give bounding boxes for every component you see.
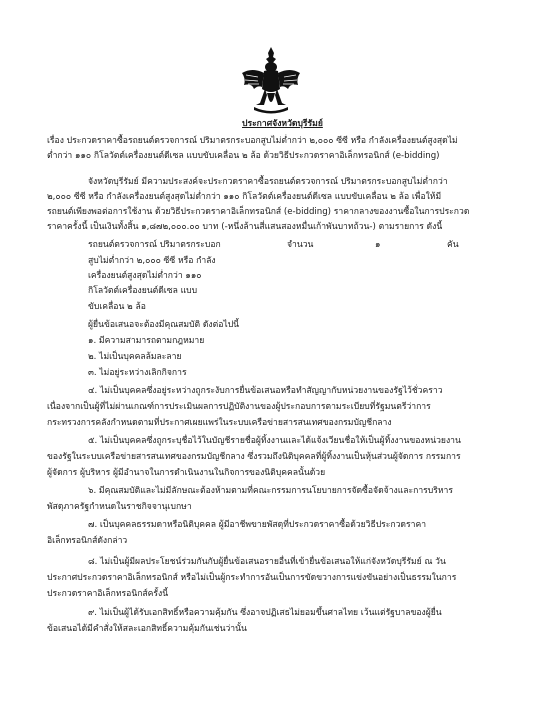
qualification-paragraph-line: ประกวดราคาอิเล็กทรอนิกส์ครั้งนี้ [47,589,169,599]
intro-line: จังหวัดบุรีรัมย์ มีความประสงค์จะประกวดราคาซื้อรถยนต์ตรวจการณ์ ปริมาตรกระบอกสูบไม่ต่ำกว่า [88,177,448,187]
qualifications-intro: ผู้ยื่นข้อเสนอจะต้องมีคุณสมบัติ ดังต่อไปนี้ [88,320,240,330]
qualification-paragraph-line: ๗. เป็นบุคคลธรรมดาหรือนิติบุคคล ผู้มีอาชีพขายพัสดุที่ประกวดราคาซื้อด้วยวิธีประกวดราคา [88,520,427,530]
qualification-paragraph-line: ประกาศประกวดราคาอิเล็กทรอนิกส์ หรือไม่เป็นผู้กระทำการอันเป็นการขัดขวางการแข่งขันอย่างเป็นธรรมในการ [47,573,457,583]
intro-line: ๒,๐๐๐ ซีซี หรือ กำลังเครื่องยนต์สูงสุดไม่ต่ำกว่า ๑๑๐ กิโลวัตต์เครื่องยนต์ดีเซล แบบขับเคลื่อน ๒ ล้อ เพื่อให้มี [47,192,442,202]
subject-line: เรื่อง ประกวดราคาซื้อรถยนต์ตรวจการณ์ ปริมาตรกระบอกสูบไม่ต่ำกว่า ๒,๐๐๐ ซีซี หรือ กำลังเครื่องยนต์สูงสุดไม่ [47,136,458,146]
qualification-item: ๑. มีความสามารถตามกฎหมาย [88,336,205,346]
announcement-heading: ประกาศจังหวัดบุรีรัมย์ [242,119,323,129]
intro-line: ราคาครั้งนี้ เป็นเงินทั้งสิ้น ๑,๘๗๒,๐๐๐.๐๐ บาท (-หนึ่งล้านสี่แสนสองหมื่นเก้าพันบาทถ้วน-) ตามรายการ ดังนี้ [47,222,443,232]
item-description-line: สูบไม่ต่ำกว่า ๒,๐๐๐ ซีซี หรือ กำลัง [88,256,216,266]
garuda-emblem-icon [240,45,302,117]
qualification-paragraph-line: ผู้จัดการ ผู้บริหาร ผู้มีอำนาจในการดำเนินงานในกิจการของนิติบุคคลนั้นด้วย [47,468,326,478]
qualification-paragraph-line: ๔. ไม่เป็นบุคคลซึ่งอยู่ระหว่างถูกระงับการยื่นข้อเสนอหรือทำสัญญากับหน่วยงานของรัฐไว้ชั่วคราว [88,386,443,396]
qualification-item: ๒. ไม่เป็นบุคคลล้มละลาย [88,352,182,362]
item-description-line: กิโลวัตต์เครื่องยนต์ดีเซล แบบ [88,286,198,296]
item-description-line: เครื่องยนต์สูงสุดไม่ต่ำกว่า ๑๑๐ [88,271,202,281]
qualification-paragraph-line: พัสดุภาครัฐกำหนดในราชกิจจานุเบกษา [47,502,192,512]
qualification-item: ๓. ไม่อยู่ระหว่างเลิกกิจการ [88,368,187,378]
item-description-line: ขับเคลื่อน ๒ ล้อ [88,302,146,312]
qualification-paragraph-line: ข้อเสนอได้มีคำสั่งให้สละเอกสิทธิ์ความคุ้มกันเช่นว่านั้น [47,624,247,634]
qualification-paragraph-line: ๘. ไม่เป็นผู้มีผลประโยชน์ร่วมกันกับผู้ยื่นข้อเสนอรายอื่นที่เข้ายื่นข้อเสนอให้แก่จังหวัดบุรีรัมย์ ณ วัน [88,557,446,567]
unit-label: คัน [447,240,459,250]
quantity-value: ๑ [375,240,381,250]
intro-line: รถยนต์เพียงพอต่อการใช้งาน ด้วยวิธีประกวดราคาอิเล็กทรอนิกส์ (e-bidding) ราคากลางของงานซื้อในการประกวด [47,207,470,217]
subject-line: ต่ำกว่า ๑๑๐ กิโลวัตต์เครื่องยนต์ดีเซล แบบขับเคลื่อน ๒ ล้อ ด้วยวิธีประกวดราคาอิเล็กทรอนิกส์ (e-bidding) [47,151,440,161]
qualification-paragraph-line: ของรัฐในระบบเครือข่ายสารสนเทศของกรมบัญชีกลาง ซึ่งรวมถึงนิติบุคคลที่ผู้ทิ้งงานเป็นหุ้นส่วนผู้จัดการ กรรมการ [47,452,461,462]
quantity-label: จำนวน [287,240,314,250]
qualification-paragraph-line: ๙. ไม่เป็นผู้ได้รับเอกสิทธิ์หรือความคุ้มกัน ซึ่งอาจปฏิเสธไม่ยอมขึ้นศาลไทย เว้นแต่รัฐบาลของผู้ยื่น [88,608,442,618]
qualification-paragraph-line: เนื่องจากเป็นผู้ที่ไม่ผ่านเกณฑ์การประเมินผลการปฏิบัติงานของผู้ประกอบการตามระเบียบที่รัฐมนตรีว่าการ [47,402,431,412]
item-description-line: รถยนต์ตรวจการณ์ ปริมาตรกระบอก [88,240,221,250]
qualification-paragraph-line: กระทรวงการคลังกำหนดตามที่ประกาศเผยแพร่ในระบบเครือข่ายสารสนเทศของกรมบัญชีกลาง [47,418,392,428]
qualification-paragraph-line: ๕. ไม่เป็นบุคคลซึ่งถูกระบุชื่อไว้ในบัญชีรายชื่อผู้ทิ้งงานและได้แจ้งเวียนชื่อให้เป็นผู้ทิ้งงานของหน่วยงาน [88,436,461,446]
qualification-paragraph-line: ๖. มีคุณสมบัติและไม่มีลักษณะต้องห้ามตามที่คณะกรรมการนโยบายการจัดซื้อจัดจ้างและการบริหาร [88,486,453,496]
qualification-paragraph-line: อิเล็กทรอนิกส์ดังกล่าว [47,536,128,546]
